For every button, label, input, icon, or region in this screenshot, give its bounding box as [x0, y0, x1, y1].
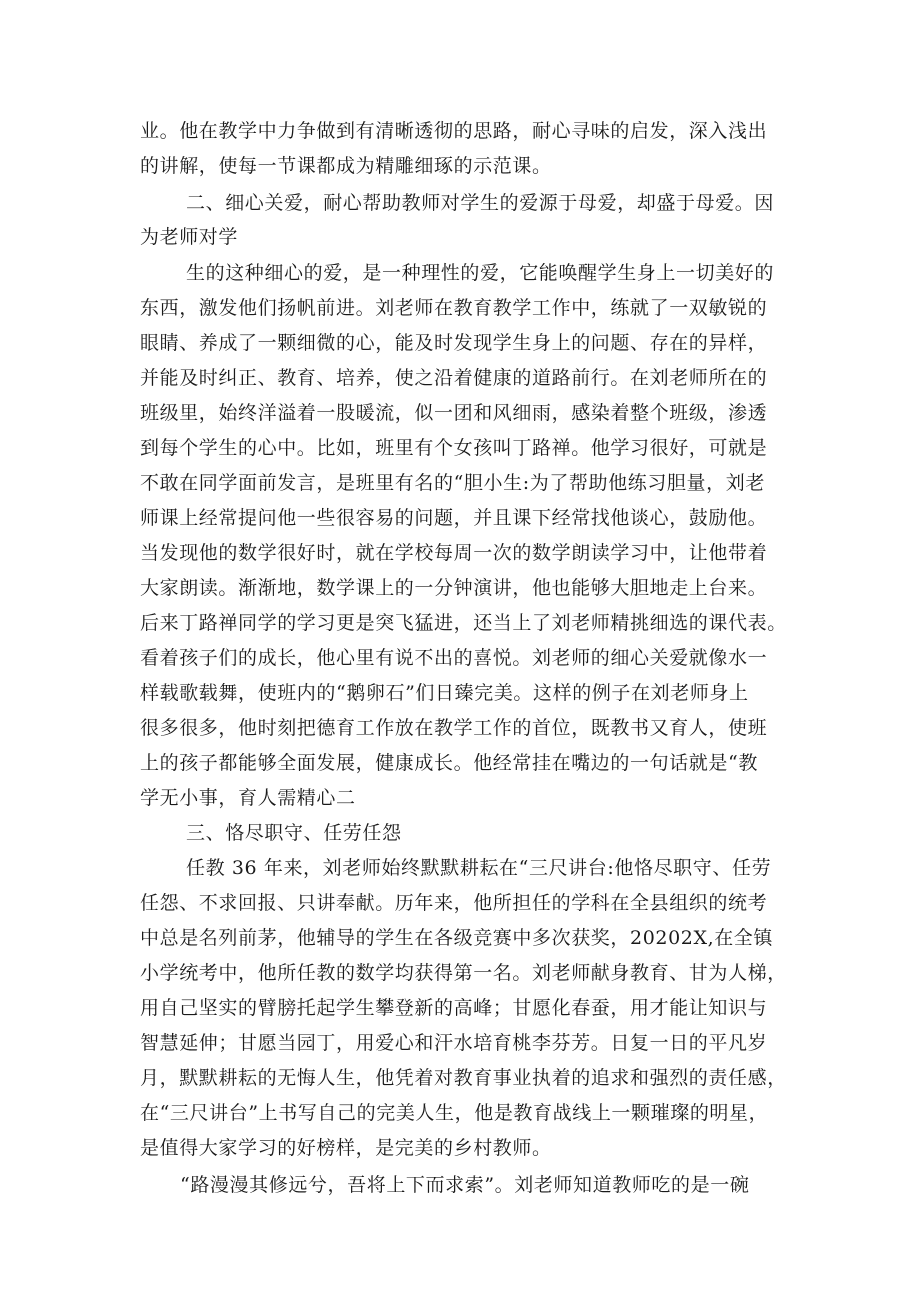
text-line: “路漫漫其修远兮，吾将上下而求索”。刘老师知道教师吃的是一碗 [180, 1174, 750, 1196]
text-line: 生的这种细心的爱，是一种理性的爱，它能唤醒学生身上一切美好的 [186, 262, 775, 284]
text-line: 并能及时纠正、教育、培养，使之沿着健康的道路前行。在刘老师所在的 [140, 367, 768, 389]
text-line: 学无小事，育人需精心二 [140, 787, 356, 809]
text-line: 任怨、不求回报、只讲奉献。历年来，他所担任的学科在全县组织的统考 [140, 892, 768, 914]
text-line: 大家朗读。渐渐地，数学课上的一分钟演讲，他也能够大胆地走上台来。 [140, 577, 768, 599]
text-line: 智慧延伸；甘愿当园丁，用爱心和汗水培育桃李芬芳。日复一日的平凡岁 [140, 1032, 768, 1054]
text-line: 看着孩子们的成长，他心里有说不出的喜悦。刘老师的细心关爱就像水一 [140, 647, 768, 669]
text-line: 的讲解，使每一节课都成为精雕细琢的示范课。 [140, 155, 552, 177]
text-line: 中总是名列前茅，他辅导的学生在各级竞赛中多次获奖，20202X,在全镇 [140, 927, 774, 949]
text-line: 小学统考中，他所任教的数学均获得第一名。刘老师献身教育、甘为人梯， [140, 962, 787, 984]
text-line: 业。他在教学中力争做到有清晰透彻的思路，耐心寻味的启发，深入浅出 [140, 120, 768, 142]
text-line: 在“三尺讲台”上书写自己的完美人生，他是教育战线上一颗璀璨的明星， [140, 1102, 769, 1124]
text-line: 月，默默耕耘的无悔人生，他凭着对教育事业执着的追求和强烈的责任感， [140, 1067, 787, 1089]
text-line: 上的孩子都能够全面发展，健康成长。他经常挂在嘴边的一句话就是“教 [140, 752, 758, 774]
text-line: 后来丁路禅同学的学习更是突飞猛进，还当上了刘老师精挑细选的课代表。 [140, 612, 787, 634]
text-line: 为老师对学 [140, 226, 239, 248]
text-line: 到每个学生的心中。比如，班里有个女孩叫丁路禅。他学习很好，可就是 [140, 437, 768, 459]
text-line: 班级里，始终洋溢着一股暖流，似一团和风细雨，感染着整个班级，渗透 [140, 402, 768, 424]
text-line: 眼睛、养成了一颗细微的心，能及时发现学生身上的问题、存在的异样， [140, 332, 768, 354]
text-line: 东西，激发他们扬帆前进。刘老师在教育教学工作中，练就了一双敏锐的 [140, 297, 768, 319]
text-line: 是值得大家学习的好榜样，是完美的乡村教师。 [140, 1137, 552, 1159]
text-line: 不敢在同学面前发言，是班里有名的“胆小生:为了帮助他练习胆量，刘老 [140, 472, 765, 494]
text-line: 任教 36 年来，刘老师始终默默耕耘在“三尺讲台:他恪尽职守、任劳 [186, 857, 772, 879]
text-line: 很多很多，他时刻把德育工作放在教学工作的首位，既教书又育人，使班 [140, 717, 768, 739]
text-line: 二、细心关爱，耐心帮助教师对学生的爱源于母爱，却盛于母爱。因 [186, 192, 775, 214]
text-line: 用自己坚实的臂膀托起学生攀登新的高峰；甘愿化春蚕，用才能让知识与 [140, 997, 768, 1019]
section-heading: 三、恪尽职守、任劳任怨 [186, 822, 402, 844]
text-line: 样载歌载舞，使班内的“鹅卵石”们日臻完美。这样的例子在刘老师身上 [140, 682, 749, 704]
text-line: 当发现他的数学很好时，就在学校每周一次的数学朗读学习中，让他带着 [140, 542, 768, 564]
text-line: 师课上经常提问他一些很容易的问题，并且课下经常找他谈心，鼓励他。 [140, 507, 768, 529]
